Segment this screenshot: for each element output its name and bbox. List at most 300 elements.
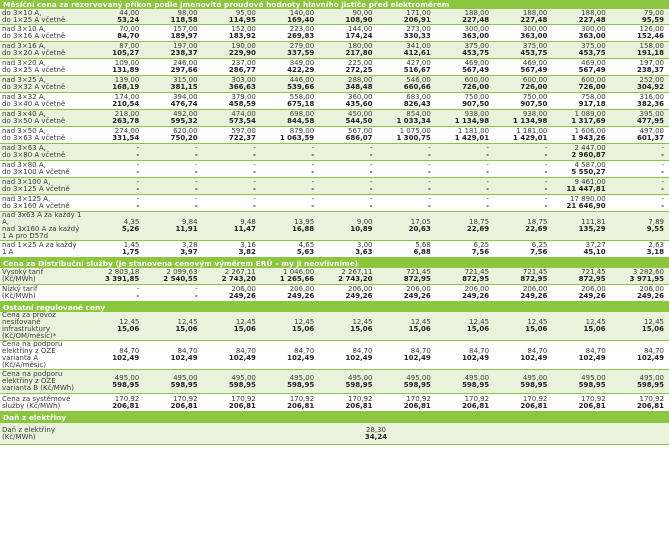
price-incl-vat: 206,81 [112, 401, 140, 410]
price-excl-vat: 84,70 [643, 347, 664, 355]
row-label-line: do 3×63 A včetně [2, 134, 66, 142]
price-excl-vat: - [253, 195, 256, 203]
price-incl-vat: 15,06 [583, 325, 606, 333]
table-row [0, 423, 669, 445]
value-cell [436, 144, 494, 161]
row-label-line: Nízký tarif [2, 285, 38, 293]
row-label [0, 241, 86, 258]
price-incl-vat: 152,46 [636, 32, 664, 40]
price-incl-vat: 102,49 [636, 354, 664, 362]
price-incl-vat: - [136, 168, 140, 176]
price-incl-vat: 118,58 [170, 15, 198, 24]
price-excl-vat: 546,00 [406, 76, 431, 84]
table-row [0, 178, 669, 195]
row-label-line: (Kč/MWh) [2, 292, 36, 300]
price-incl-vat: 102,49 [462, 354, 490, 362]
value-cell [552, 285, 610, 302]
value-cell [261, 76, 319, 93]
price-excl-vat: 206,00 [406, 285, 431, 293]
price-excl-vat: 188,00 [522, 9, 548, 17]
value-cell [203, 178, 261, 195]
price-incl-vat: 174,24 [345, 32, 373, 40]
value-cell [203, 268, 261, 285]
value-cell [203, 93, 261, 110]
row-label [0, 144, 86, 161]
row-label [0, 195, 86, 212]
price-excl-vat: - [486, 195, 490, 203]
price-incl-vat: - [311, 202, 315, 210]
row-label [0, 25, 86, 42]
price-incl-vat: 227,48 [462, 15, 490, 24]
price-excl-vat: 4 587,00 [574, 161, 606, 169]
value-cell [319, 394, 377, 412]
price-incl-vat: 229,90 [228, 49, 256, 57]
price-excl-vat: - [195, 285, 198, 293]
row-label-line: do 3×125 A včetně [2, 185, 70, 193]
row-label-line: Cena na podporu [2, 370, 63, 378]
value-cell [86, 178, 144, 195]
price-incl-vat: 238,37 [170, 49, 198, 57]
price-incl-vat: 210,54 [112, 100, 140, 108]
value-cell [611, 76, 669, 93]
price-excl-vat: 492,00 [173, 110, 198, 118]
value-cell [261, 241, 319, 258]
value-cell [261, 394, 319, 412]
price-incl-vat: 114,95 [228, 15, 256, 24]
value-cell [261, 9, 319, 25]
price-excl-vat: 225,00 [347, 59, 373, 67]
value-cell [319, 127, 377, 144]
value-cell [436, 178, 494, 195]
price-excl-vat: - [369, 144, 373, 152]
price-incl-vat: 539,66 [287, 83, 315, 91]
price-incl-vat: 3,97 [180, 248, 198, 256]
value-cell [203, 341, 261, 370]
row-label-line: nad 3x63 A za každý 1 A, [2, 211, 82, 226]
price-excl-vat: 223,00 [289, 25, 315, 33]
price-excl-vat: 495,00 [639, 373, 664, 382]
row-label-line: nesíťované infrastruktury [2, 318, 50, 333]
value-cell [203, 394, 261, 412]
price-excl-vat: 206,00 [639, 285, 664, 293]
value-cell [261, 268, 319, 285]
value-cell [494, 110, 552, 127]
row-label-line: Cena za systémové [2, 394, 71, 403]
price-excl-vat: 206,00 [581, 285, 606, 293]
price-incl-vat: - [194, 292, 198, 300]
row-label [0, 341, 86, 370]
price-incl-vat: 5,63 [296, 248, 315, 256]
value-cell [552, 212, 610, 241]
price-excl-vat: 495,00 [406, 373, 431, 382]
price-excl-vat: 375,00 [464, 42, 490, 50]
row-label-line: do 3×80 A včetně [2, 151, 66, 159]
price-incl-vat: 1 300,75 [396, 134, 431, 142]
value-cell [552, 25, 610, 42]
value-cell [494, 144, 552, 161]
price-incl-vat: 1 063,59 [279, 134, 315, 142]
price-incl-vat: 15,06 [117, 325, 140, 333]
row-label-line: nad 3x160 A za každý 1 A pro D57d [2, 225, 80, 240]
value-cell [552, 9, 610, 25]
price-excl-vat: - [661, 144, 664, 152]
price-incl-vat: - [194, 202, 198, 210]
price-incl-vat: 337,59 [287, 49, 315, 57]
price-incl-vat: 189,97 [170, 32, 198, 40]
price-incl-vat: 2 743,20 [221, 275, 256, 283]
price-incl-vat: 206,81 [287, 401, 315, 410]
price-excl-vat: 206,00 [231, 285, 256, 293]
price-incl-vat: 249,26 [520, 292, 548, 300]
value-cell [319, 93, 377, 110]
value-cell [86, 370, 144, 394]
price-incl-vat: 1 943,26 [571, 134, 606, 142]
row-label [0, 93, 86, 110]
row-label-line: do 1×25 A včetně [2, 15, 66, 24]
price-excl-vat: 394,00 [173, 93, 198, 101]
price-incl-vat: 453,75 [462, 49, 490, 57]
price-incl-vat: 15,06 [466, 325, 490, 333]
price-incl-vat: 249,26 [228, 292, 256, 300]
price-incl-vat: 872,95 [462, 275, 490, 283]
value-cell [319, 144, 377, 161]
price-incl-vat: - [427, 168, 431, 176]
value-cell [319, 241, 377, 258]
price-excl-vat: 469,00 [522, 59, 548, 67]
price-excl-vat: - [544, 195, 548, 203]
row-label-line: nad 3×10 A, [2, 25, 46, 33]
price-excl-vat: 12,45 [527, 318, 548, 326]
price-incl-vat: 726,00 [578, 83, 606, 91]
price-excl-vat: 1 046,00 [283, 268, 315, 276]
price-excl-vat: 497,00 [639, 127, 664, 135]
value-cell [261, 25, 319, 42]
value-cell [611, 42, 669, 59]
value-cell [86, 212, 144, 241]
row-label-line: nad 3×50 A, [2, 127, 46, 135]
value-cell [319, 312, 377, 341]
price-incl-vat: 249,26 [403, 292, 431, 300]
price-excl-vat: 180,00 [347, 42, 373, 50]
value-cell [377, 127, 435, 144]
price-excl-vat: 9 461,00 [574, 178, 606, 186]
value-cell [86, 59, 144, 76]
value-cell [552, 76, 610, 93]
price-incl-vat: 363,00 [520, 32, 548, 40]
price-excl-vat: 395,00 [639, 110, 664, 118]
price-excl-vat: 303,00 [231, 76, 256, 84]
section-header [0, 0, 669, 9]
price-incl-vat: 1 033,34 [396, 117, 431, 125]
table-row [0, 285, 669, 302]
price-incl-vat: 249,26 [287, 292, 315, 300]
value-cell [86, 394, 144, 412]
price-incl-vat: 269,83 [287, 32, 315, 40]
price-incl-vat: 2 743,20 [338, 275, 373, 283]
row-label-line: do 3×10 A, [2, 9, 42, 17]
row-label-line: do 3×16 A včetně [2, 32, 66, 40]
price-excl-vat: 495,00 [231, 373, 256, 382]
price-incl-vat: 601,37 [636, 134, 664, 142]
price-incl-vat: 20,63 [408, 225, 431, 233]
price-excl-vat: 170,92 [114, 394, 140, 403]
price-excl-vat: 879,00 [289, 127, 315, 135]
value-cell [86, 161, 144, 178]
value-cell [261, 212, 319, 241]
price-excl-vat: 170,92 [173, 394, 198, 403]
price-incl-vat: 3 391,85 [104, 275, 140, 283]
price-excl-vat: 279,00 [289, 42, 315, 50]
price-excl-vat: 246,00 [173, 59, 198, 67]
price-incl-vat: - [661, 151, 664, 159]
price-excl-vat: 188,00 [464, 9, 490, 17]
price-incl-vat: 102,49 [228, 354, 256, 362]
price-incl-vat: - [427, 151, 431, 159]
price-excl-vat: - [136, 178, 140, 186]
price-excl-vat: 84,70 [177, 347, 198, 355]
price-excl-vat: 12,45 [177, 318, 198, 326]
value-cell [377, 178, 435, 195]
price-incl-vat: 573,54 [228, 117, 256, 125]
price-excl-vat: 12,45 [352, 318, 373, 326]
price-incl-vat: 7,56 [471, 248, 490, 256]
value-cell [319, 285, 377, 302]
value-cell [377, 59, 435, 76]
value-cell [319, 341, 377, 370]
price-excl-vat: 300,00 [464, 25, 490, 33]
price-incl-vat: 45,10 [583, 248, 606, 256]
price-excl-vat: 360,00 [347, 93, 373, 101]
value-cell [494, 195, 552, 212]
value-cell [86, 25, 144, 42]
row-label-line: nad 3×16 A, [2, 42, 46, 50]
section-header [0, 412, 669, 424]
value-cell [377, 312, 435, 341]
value-cell [261, 341, 319, 370]
price-excl-vat: 9,84 [182, 218, 198, 226]
table-row [0, 76, 669, 93]
value-cell [319, 42, 377, 59]
price-incl-vat: 567,49 [462, 66, 490, 74]
price-incl-vat: 15,06 [175, 325, 198, 333]
price-incl-vat: 105,27 [112, 49, 140, 57]
price-incl-vat: 1 429,01 [513, 134, 548, 142]
value-cell [494, 9, 552, 25]
value-cell [261, 161, 319, 178]
price-incl-vat: 21 646,90 [566, 202, 606, 210]
value-cell [611, 394, 669, 412]
price-incl-vat: 206,81 [578, 401, 606, 410]
value-cell [436, 241, 494, 258]
price-incl-vat: 249,26 [462, 292, 490, 300]
value-cell [86, 9, 144, 25]
price-incl-vat: 95,59 [641, 15, 664, 24]
price-incl-vat: 1 265,66 [279, 275, 315, 283]
table-row [0, 144, 669, 161]
price-incl-vat: - [252, 185, 256, 193]
price-incl-vat: 363,00 [578, 32, 606, 40]
value-cell [611, 178, 669, 195]
value-cell [144, 76, 202, 93]
price-excl-vat: - [661, 178, 664, 186]
price-excl-vat: 9,00 [356, 218, 373, 226]
price-incl-vat: 22,69 [466, 225, 490, 233]
value-cell [203, 285, 261, 302]
value-cell [319, 370, 377, 394]
value-cell [611, 341, 669, 370]
price-incl-vat: 249,26 [636, 292, 664, 300]
price-incl-vat: 206,81 [520, 401, 548, 410]
value-cell [552, 42, 610, 59]
price-excl-vat: 495,00 [114, 373, 140, 382]
price-incl-vat: 826,43 [403, 100, 431, 108]
section-header [0, 302, 669, 313]
price-excl-vat: 2 267,11 [341, 268, 373, 276]
row-label [0, 312, 86, 341]
value-cell [436, 161, 494, 178]
table-row [0, 241, 669, 258]
price-incl-vat: 567,49 [578, 66, 606, 74]
table-row [0, 195, 669, 212]
value-cell [144, 370, 202, 394]
price-excl-vat: 84,70 [410, 347, 431, 355]
value-cell [552, 370, 610, 394]
row-label-line: (Kč/MWh) [2, 432, 36, 441]
row-label-line: do 3×160 A včetně [2, 202, 70, 210]
row-label [0, 42, 86, 59]
price-excl-vat: 597,00 [231, 127, 256, 135]
price-excl-vat: 197,00 [173, 42, 198, 50]
price-incl-vat: 206,81 [462, 401, 490, 410]
value-cell [494, 76, 552, 93]
price-incl-vat: 169,40 [287, 15, 315, 24]
row-label-line: do 3×25 A včetně [2, 66, 66, 74]
price-incl-vat: 907,50 [520, 100, 548, 108]
price-excl-vat: 854,00 [406, 110, 431, 118]
value-cell [611, 268, 669, 285]
price-incl-vat: 476,74 [170, 100, 198, 108]
price-incl-vat: 1 429,01 [454, 134, 490, 142]
row-label-line: nad 3×125 A, [2, 195, 51, 203]
price-incl-vat: 907,50 [462, 100, 490, 108]
price-excl-vat: - [136, 144, 140, 152]
price-incl-vat: - [369, 151, 373, 159]
value-cell [261, 93, 319, 110]
price-excl-vat: 170,92 [406, 394, 431, 403]
price-excl-vat: 1 181,00 [457, 127, 490, 135]
price-incl-vat: 183,92 [228, 32, 256, 40]
row-label-line: nad 3×20 A, [2, 59, 46, 67]
price-excl-vat: 495,00 [581, 373, 606, 382]
price-incl-vat: - [486, 185, 490, 193]
price-incl-vat: - [427, 202, 431, 210]
row-label [0, 423, 86, 445]
value-cell [261, 42, 319, 59]
price-incl-vat: 598,95 [403, 380, 431, 389]
price-excl-vat: 495,00 [173, 373, 198, 382]
value-cell [144, 42, 202, 59]
price-excl-vat: 721,45 [464, 268, 490, 276]
value-cell [144, 212, 202, 241]
price-incl-vat: 304,92 [636, 83, 664, 91]
price-excl-vat: 349,00 [289, 59, 315, 67]
value-cell [86, 241, 144, 258]
value-cell [86, 268, 144, 285]
price-excl-vat: 446,00 [289, 76, 315, 84]
price-incl-vat: - [486, 168, 490, 176]
value-cell [611, 241, 669, 258]
price-excl-vat: 495,00 [522, 373, 548, 382]
price-incl-vat: 726,00 [520, 83, 548, 91]
value-cell [86, 341, 144, 370]
value-cell [86, 76, 144, 93]
price-incl-vat: 516,67 [403, 66, 431, 74]
value-cell [494, 212, 552, 241]
price-excl-vat: - [253, 178, 256, 186]
price-excl-vat: 750,00 [464, 93, 490, 101]
price-incl-vat: 102,49 [170, 354, 198, 362]
value-cell [436, 285, 494, 302]
price-excl-vat: 188,00 [581, 9, 606, 17]
price-incl-vat: 263,78 [112, 117, 140, 125]
price-excl-vat: 288,00 [347, 76, 373, 84]
price-excl-vat: 12,45 [643, 318, 664, 326]
row-label [0, 285, 86, 302]
value-cell [552, 127, 610, 144]
price-incl-vat: 249,26 [345, 292, 373, 300]
price-incl-vat: - [136, 185, 140, 193]
value-cell [144, 178, 202, 195]
table-row [0, 370, 669, 394]
value-cell [494, 25, 552, 42]
price-incl-vat: - [252, 168, 256, 176]
value-cell [494, 161, 552, 178]
value-cell [436, 42, 494, 59]
price-excl-vat: 174,00 [114, 93, 140, 101]
price-incl-vat: - [311, 185, 315, 193]
price-excl-vat: 2 267,11 [224, 268, 256, 276]
price-incl-vat: 726,00 [462, 83, 490, 91]
price-excl-vat: 379,00 [231, 93, 256, 101]
price-incl-vat: 872,95 [578, 275, 606, 283]
price-incl-vat: 382,36 [636, 100, 664, 108]
table-row [0, 9, 669, 25]
price-incl-vat: 206,81 [170, 401, 198, 410]
value-cell [261, 59, 319, 76]
price-excl-vat: 157,00 [173, 25, 198, 33]
price-excl-vat: 558,00 [289, 93, 315, 101]
price-incl-vat: 168,19 [112, 83, 140, 91]
price-incl-vat: 598,95 [170, 380, 198, 389]
value-cell [377, 212, 435, 241]
price-excl-vat: 3,28 [182, 241, 198, 249]
row-label [0, 110, 86, 127]
value-cell [377, 394, 435, 412]
price-excl-vat: - [486, 178, 490, 186]
table-row [0, 312, 669, 341]
price-excl-vat: - [369, 178, 373, 186]
value-cell [86, 144, 144, 161]
price-incl-vat: - [544, 168, 548, 176]
price-excl-vat: 4,65 [298, 241, 315, 249]
value-cell [86, 93, 144, 110]
price-incl-vat: - [369, 202, 373, 210]
value-cell [494, 93, 552, 110]
price-excl-vat: 190,00 [231, 42, 256, 50]
price-incl-vat: - [544, 202, 548, 210]
price-incl-vat: - [311, 151, 315, 159]
value-cell [261, 127, 319, 144]
